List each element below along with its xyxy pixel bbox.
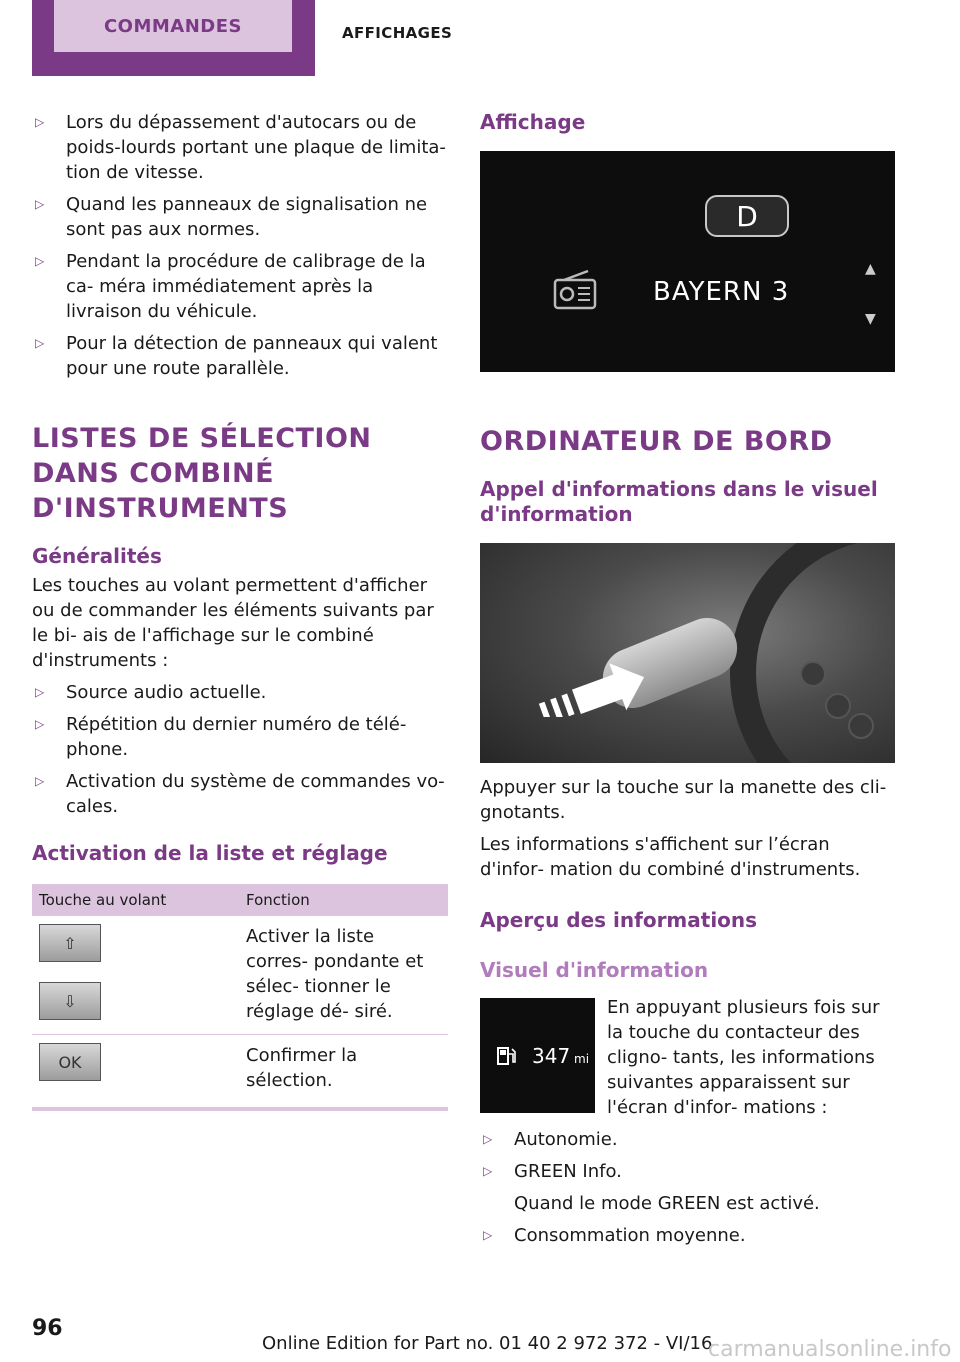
triangle-bullet-icon: ▷ (35, 717, 45, 731)
header-tab-commandes[interactable] (32, 0, 315, 76)
general-text: Les touches au volant permettent d'afficher ou de commander les éléments suivants par le bi‐ ais de l'affichage sur le combiné d'instruments : (32, 575, 434, 671)
heading-visuel: Visuel d'information (480, 958, 709, 982)
list-item: ▷ Quand les panneaux de signalisation ne sont pas aux normes. (35, 194, 428, 240)
section-title-listes: LISTES DE SÉLECTION DANS COMBINÉ D'INSTRUMENTS (32, 423, 372, 524)
ok-key-label: OK (58, 1052, 82, 1072)
heading-generalites: Généralités (32, 544, 162, 568)
list-item: ▷ Source audio actuelle. (35, 682, 267, 703)
triangle-bullet-icon: ▷ (35, 254, 45, 268)
wheel-button (800, 661, 826, 687)
steering-keys-table (32, 884, 448, 1103)
table-row (32, 1035, 448, 1104)
list-item-sub: Quand le mode GREEN est activé. (514, 1193, 820, 1214)
table-bottom-rule (32, 1107, 448, 1111)
watermark: carmanualsonline.info (708, 1337, 952, 1362)
right-column (480, 110, 896, 1255)
info-display-image (480, 998, 595, 1113)
list-item: ▷ Consommation moyenne. (483, 1225, 746, 1246)
table-header-fonction: Fonction (239, 884, 448, 916)
gear-indicator: D (705, 195, 789, 237)
list-item: ▷ GREEN Info. (483, 1161, 622, 1182)
header-tab-affichages[interactable]: AFFICHAGES (342, 24, 453, 42)
range-unit: mi (574, 1052, 590, 1066)
heading-apercu: Aperçu des informations (480, 908, 758, 932)
paragraph-info-display: Les informations s'affichent sur l’écran d'infor‐ mation du combiné d'instruments. (480, 834, 861, 880)
list-item: ▷ Lors du dépassement d'autocars ou de poids-lourds portant une plaque de limita‐ tion de vitesse. (35, 112, 446, 183)
scroll-up-icon: ▲ (865, 261, 876, 277)
pointer-arrow-icon (538, 663, 668, 717)
list-item: ▷ Répétition du dernier numéro de télé‐ phone. (35, 714, 407, 760)
info-display-block (480, 995, 896, 1127)
table-row (32, 916, 448, 1035)
table-cell-keys (32, 1035, 239, 1104)
down-arrow-icon: ⇩ (63, 991, 77, 1011)
bullet-list-top (32, 110, 448, 381)
triangle-bullet-icon: ▷ (483, 1132, 493, 1146)
list-item: ▷ Activation du système de commandes vo‐ cales. (35, 771, 445, 817)
table-header-touche: Touche au volant (32, 884, 239, 916)
steering-key-down (39, 982, 101, 1020)
range-value: 347 (532, 1044, 571, 1068)
triangle-bullet-icon: ▷ (35, 685, 45, 699)
heading-appel: Appel d'informations dans le visuel d'information (480, 477, 878, 526)
scroll-down-icon: ▼ (865, 311, 876, 327)
station-name: BAYERN 3 (653, 277, 790, 307)
fuel-pump-icon (496, 1044, 518, 1066)
wheel-button (848, 713, 874, 739)
triangle-bullet-icon: ▷ (35, 336, 45, 350)
radio-icon (552, 268, 598, 312)
heading-activation: Activation de la liste et réglage (32, 841, 388, 865)
paragraph-press-key: Appuyer sur la touche sur la manette des cli‐ gnotants. (480, 777, 887, 823)
list-item: ▷ Autonomie. (483, 1129, 618, 1150)
header-tab-commandes-label: COMMANDES (54, 0, 292, 52)
triangle-bullet-icon: ▷ (35, 115, 45, 129)
display-screen-image (480, 151, 895, 372)
steering-stalk-photo (480, 543, 895, 763)
table-header-row (32, 884, 448, 916)
left-column (32, 110, 448, 1111)
triangle-bullet-icon: ▷ (483, 1164, 493, 1178)
wheel-button (825, 693, 851, 719)
list-item: ▷ Pour la détection de panneaux qui valent pour une route parallèle. (35, 333, 438, 379)
table-cell-function: Activer la liste corres‐ pondante et sélec‐ tionner le réglage dé‐ siré. (239, 916, 448, 1035)
bullet-list-general (32, 680, 448, 819)
paragraph-repeat-press: En appuyant plusieurs fois sur la touche du contacteur des cligno‐ tants, les informations suivantes apparaissent sur l'écran d'infor‐ mations : (607, 997, 880, 1118)
bullet-list-info (480, 1127, 896, 1248)
steering-key-ok (39, 1043, 101, 1081)
list-item: ▷ Pendant la procédure de calibrage de la ca‐ méra immédiatement après la livraison du véhicule. (35, 251, 426, 322)
up-arrow-icon: ⇧ (63, 933, 77, 953)
triangle-bullet-icon: ▷ (35, 774, 45, 788)
page-number: 96 (32, 1316, 63, 1341)
table-cell-keys (32, 916, 239, 1035)
section-title-ordinateur: ORDINATEUR DE BORD (480, 426, 833, 457)
triangle-bullet-icon: ▷ (483, 1228, 493, 1242)
steering-key-up (39, 924, 101, 962)
table-cell-function: Confirmer la sélection. (246, 1045, 358, 1091)
triangle-bullet-icon: ▷ (35, 197, 45, 211)
heading-affichage: Affichage (480, 110, 586, 134)
footer-edition: Online Edition for Part no. 01 40 2 972 372 - VI/16 (262, 1333, 713, 1354)
